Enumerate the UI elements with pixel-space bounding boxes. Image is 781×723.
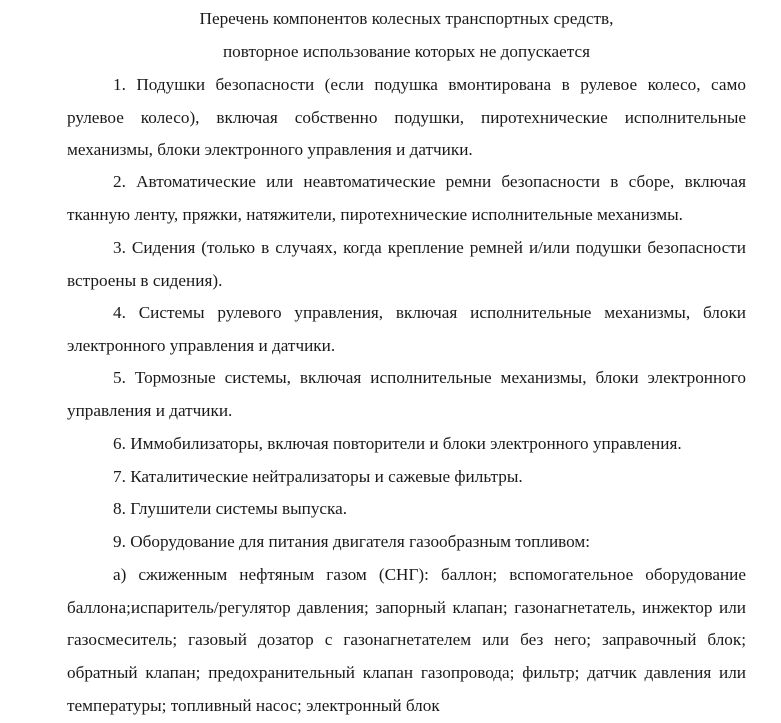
document-page	[67, 0, 746, 715]
list-item: 1. Подушки безопасности (если подушка вмонтирована в рулевое колесо, само рулевое колесо), включая собственно подушки, пиротехнические исполнительные механизмы, блоки электронного управления и датчики.	[67, 75, 746, 160]
document-title-line-2: повторное использование которых не допускается	[222, 42, 591, 61]
list-item: 7. Каталитические нейтрализаторы и сажевые фильтры.	[113, 467, 523, 486]
list-item: 6. Иммобилизаторы, включая повторители и блоки электронного управления.	[113, 434, 682, 453]
list-item: 8. Глушители системы выпуска.	[113, 499, 348, 518]
document-title-line-1: Перечень компонентов колесных транспортных средств,	[199, 9, 614, 28]
list-item: 4. Системы рулевого управления, включая исполнительные механизмы, блоки электронного управления и датчики.	[67, 303, 746, 355]
list-item: 9. Оборудование для питания двигателя газообразным топливом:	[113, 532, 591, 551]
list-item: 5. Тормозные системы, включая исполнительные механизмы, блоки электронного управления и датчики.	[67, 368, 746, 420]
list-item: а) сжиженным нефтяным газом (СНГ): баллон; вспомогательное оборудование баллона;испаритель/регулятор давления; запорный клапан; газонагнетатель, инжектор или газосмеситель; газовый дозатор с газонагнетателем или без него; заправочный блок; обратный клапан; предохранительный клапан газопровода; фильтр; датчик давления или температуры; топливный насос; электронный блок	[67, 565, 746, 715]
list-item: 2. Автоматические или неавтоматические ремни безопасности в сборе, включая тканную ленту, пряжки, натяжители, пиротехнические исполнительные механизмы.	[67, 172, 746, 224]
list-item: 3. Сидения (только в случаях, когда крепление ремней и/или подушки безопасности встроены в сидения).	[67, 238, 746, 290]
